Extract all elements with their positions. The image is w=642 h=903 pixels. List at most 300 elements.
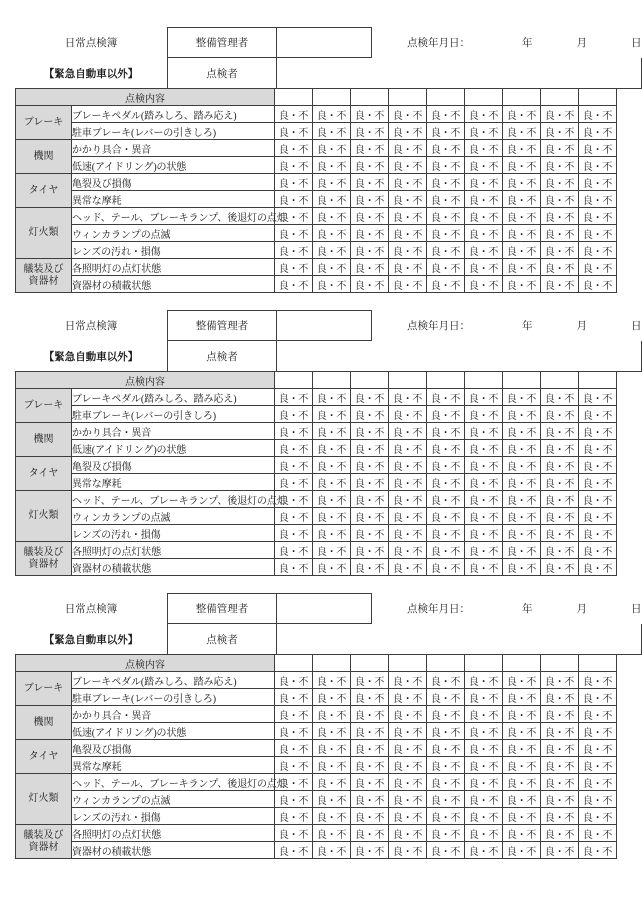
check-cell[interactable]: 良・不 <box>313 825 351 842</box>
check-cell[interactable]: 良・不 <box>427 723 465 740</box>
check-cell[interactable]: 良・不 <box>579 757 617 774</box>
check-column-header[interactable] <box>579 372 617 389</box>
check-cell[interactable]: 良・不 <box>389 406 427 423</box>
check-cell[interactable]: 良・不 <box>313 774 351 791</box>
date-day-unit[interactable]: 日 <box>631 38 642 49</box>
check-cell[interactable]: 良・不 <box>313 757 351 774</box>
check-cell[interactable]: 良・不 <box>275 791 313 808</box>
check-cell[interactable]: 良・不 <box>427 174 465 191</box>
check-cell[interactable]: 良・不 <box>503 542 541 559</box>
check-column-header[interactable] <box>313 372 351 389</box>
check-cell[interactable]: 良・不 <box>427 808 465 825</box>
check-cell[interactable]: 良・不 <box>503 842 541 859</box>
check-cell[interactable]: 良・不 <box>579 791 617 808</box>
check-cell[interactable]: 良・不 <box>503 123 541 140</box>
check-column-header[interactable] <box>389 89 427 106</box>
check-cell[interactable]: 良・不 <box>427 276 465 293</box>
check-cell[interactable]: 良・不 <box>579 106 617 123</box>
check-cell[interactable]: 良・不 <box>465 559 503 576</box>
date-year-unit[interactable]: 年 <box>522 604 533 615</box>
check-cell[interactable]: 良・不 <box>275 706 313 723</box>
check-cell[interactable]: 良・不 <box>389 723 427 740</box>
check-cell[interactable]: 良・不 <box>313 440 351 457</box>
check-cell[interactable]: 良・不 <box>541 389 579 406</box>
check-cell[interactable]: 良・不 <box>351 842 389 859</box>
check-cell[interactable]: 良・不 <box>579 208 617 225</box>
check-column-header[interactable] <box>313 655 351 672</box>
check-cell[interactable]: 良・不 <box>351 440 389 457</box>
check-cell[interactable]: 良・不 <box>541 276 579 293</box>
check-column-header[interactable] <box>389 372 427 389</box>
check-cell[interactable]: 良・不 <box>351 123 389 140</box>
check-cell[interactable]: 良・不 <box>427 406 465 423</box>
check-cell[interactable]: 良・不 <box>579 457 617 474</box>
check-cell[interactable]: 良・不 <box>427 525 465 542</box>
check-cell[interactable]: 良・不 <box>427 672 465 689</box>
check-cell[interactable]: 良・不 <box>351 276 389 293</box>
manager-value-field[interactable] <box>277 27 372 58</box>
check-cell[interactable]: 良・不 <box>465 208 503 225</box>
check-cell[interactable]: 良・不 <box>427 508 465 525</box>
check-cell[interactable]: 良・不 <box>351 723 389 740</box>
check-cell[interactable]: 良・不 <box>313 225 351 242</box>
check-cell[interactable]: 良・不 <box>503 740 541 757</box>
check-cell[interactable]: 良・不 <box>275 389 313 406</box>
check-cell[interactable]: 良・不 <box>313 457 351 474</box>
inspector-value-field[interactable] <box>277 341 642 372</box>
check-cell[interactable]: 良・不 <box>275 406 313 423</box>
check-cell[interactable]: 良・不 <box>503 406 541 423</box>
check-cell[interactable]: 良・不 <box>465 757 503 774</box>
check-cell[interactable]: 良・不 <box>313 123 351 140</box>
check-cell[interactable]: 良・不 <box>313 174 351 191</box>
check-cell[interactable]: 良・不 <box>275 825 313 842</box>
check-cell[interactable]: 良・不 <box>427 774 465 791</box>
check-column-header[interactable] <box>275 372 313 389</box>
check-cell[interactable]: 良・不 <box>503 825 541 842</box>
check-cell[interactable]: 良・不 <box>351 689 389 706</box>
check-cell[interactable]: 良・不 <box>389 276 427 293</box>
check-cell[interactable]: 良・不 <box>465 259 503 276</box>
check-cell[interactable]: 良・不 <box>503 808 541 825</box>
check-cell[interactable]: 良・不 <box>389 706 427 723</box>
date-month-unit[interactable]: 月 <box>576 604 587 615</box>
check-cell[interactable]: 良・不 <box>541 689 579 706</box>
check-cell[interactable]: 良・不 <box>275 457 313 474</box>
manager-value-field[interactable] <box>277 310 372 341</box>
date-month-unit[interactable]: 月 <box>576 321 587 332</box>
check-cell[interactable]: 良・不 <box>389 174 427 191</box>
check-cell[interactable]: 良・不 <box>275 491 313 508</box>
check-cell[interactable]: 良・不 <box>389 808 427 825</box>
check-cell[interactable]: 良・不 <box>427 740 465 757</box>
check-cell[interactable]: 良・不 <box>579 508 617 525</box>
check-cell[interactable]: 良・不 <box>541 191 579 208</box>
check-cell[interactable]: 良・不 <box>541 774 579 791</box>
check-column-header[interactable] <box>351 89 389 106</box>
check-cell[interactable]: 良・不 <box>541 242 579 259</box>
check-cell[interactable]: 良・不 <box>351 225 389 242</box>
check-cell[interactable]: 良・不 <box>275 757 313 774</box>
check-cell[interactable]: 良・不 <box>579 440 617 457</box>
check-cell[interactable]: 良・不 <box>351 672 389 689</box>
check-cell[interactable]: 良・不 <box>465 774 503 791</box>
check-cell[interactable]: 良・不 <box>427 706 465 723</box>
check-cell[interactable]: 良・不 <box>541 225 579 242</box>
check-cell[interactable]: 良・不 <box>503 474 541 491</box>
check-cell[interactable]: 良・不 <box>313 208 351 225</box>
check-cell[interactable]: 良・不 <box>579 123 617 140</box>
check-cell[interactable]: 良・不 <box>389 491 427 508</box>
check-column-header[interactable] <box>427 89 465 106</box>
check-cell[interactable]: 良・不 <box>503 140 541 157</box>
check-cell[interactable]: 良・不 <box>313 423 351 440</box>
check-cell[interactable]: 良・不 <box>389 259 427 276</box>
check-cell[interactable]: 良・不 <box>275 242 313 259</box>
check-cell[interactable]: 良・不 <box>389 825 427 842</box>
check-cell[interactable]: 良・不 <box>427 140 465 157</box>
check-cell[interactable]: 良・不 <box>579 140 617 157</box>
check-cell[interactable]: 良・不 <box>313 406 351 423</box>
check-cell[interactable]: 良・不 <box>541 491 579 508</box>
check-cell[interactable]: 良・不 <box>465 723 503 740</box>
check-cell[interactable]: 良・不 <box>579 559 617 576</box>
check-cell[interactable]: 良・不 <box>389 123 427 140</box>
check-cell[interactable]: 良・不 <box>465 440 503 457</box>
check-cell[interactable]: 良・不 <box>389 774 427 791</box>
check-cell[interactable]: 良・不 <box>541 474 579 491</box>
check-cell[interactable]: 良・不 <box>427 791 465 808</box>
check-column-header[interactable] <box>541 655 579 672</box>
check-cell[interactable]: 良・不 <box>465 389 503 406</box>
check-cell[interactable]: 良・不 <box>503 225 541 242</box>
check-cell[interactable]: 良・不 <box>579 825 617 842</box>
check-cell[interactable]: 良・不 <box>579 174 617 191</box>
check-cell[interactable]: 良・不 <box>275 140 313 157</box>
check-cell[interactable]: 良・不 <box>275 559 313 576</box>
check-column-header[interactable] <box>541 372 579 389</box>
check-cell[interactable]: 良・不 <box>541 174 579 191</box>
check-cell[interactable]: 良・不 <box>313 525 351 542</box>
check-cell[interactable]: 良・不 <box>351 740 389 757</box>
check-cell[interactable]: 良・不 <box>427 423 465 440</box>
check-cell[interactable]: 良・不 <box>503 774 541 791</box>
check-cell[interactable]: 良・不 <box>351 389 389 406</box>
check-cell[interactable]: 良・不 <box>389 559 427 576</box>
check-cell[interactable]: 良・不 <box>351 423 389 440</box>
check-cell[interactable]: 良・不 <box>389 389 427 406</box>
check-cell[interactable]: 良・不 <box>503 723 541 740</box>
check-cell[interactable]: 良・不 <box>313 672 351 689</box>
check-cell[interactable]: 良・不 <box>503 457 541 474</box>
check-cell[interactable]: 良・不 <box>541 508 579 525</box>
check-cell[interactable]: 良・不 <box>275 723 313 740</box>
check-cell[interactable]: 良・不 <box>503 791 541 808</box>
check-cell[interactable]: 良・不 <box>465 672 503 689</box>
check-cell[interactable]: 良・不 <box>579 525 617 542</box>
check-cell[interactable]: 良・不 <box>389 757 427 774</box>
inspector-value-field[interactable] <box>277 624 642 655</box>
check-cell[interactable]: 良・不 <box>351 757 389 774</box>
check-cell[interactable]: 良・不 <box>579 689 617 706</box>
check-cell[interactable]: 良・不 <box>579 389 617 406</box>
check-cell[interactable]: 良・不 <box>351 174 389 191</box>
check-cell[interactable]: 良・不 <box>389 423 427 440</box>
check-cell[interactable]: 良・不 <box>313 474 351 491</box>
check-cell[interactable]: 良・不 <box>503 525 541 542</box>
check-cell[interactable]: 良・不 <box>427 559 465 576</box>
check-cell[interactable]: 良・不 <box>541 825 579 842</box>
check-cell[interactable]: 良・不 <box>541 672 579 689</box>
check-cell[interactable]: 良・不 <box>389 457 427 474</box>
check-cell[interactable]: 良・不 <box>579 276 617 293</box>
check-cell[interactable]: 良・不 <box>541 842 579 859</box>
check-cell[interactable]: 良・不 <box>465 740 503 757</box>
check-cell[interactable]: 良・不 <box>579 808 617 825</box>
check-cell[interactable]: 良・不 <box>427 157 465 174</box>
check-cell[interactable]: 良・不 <box>389 208 427 225</box>
check-cell[interactable]: 良・不 <box>579 406 617 423</box>
check-cell[interactable]: 良・不 <box>275 440 313 457</box>
date-year-unit[interactable]: 年 <box>522 38 533 49</box>
check-cell[interactable]: 良・不 <box>313 389 351 406</box>
check-cell[interactable]: 良・不 <box>541 259 579 276</box>
check-cell[interactable]: 良・不 <box>541 525 579 542</box>
check-cell[interactable]: 良・不 <box>275 225 313 242</box>
check-cell[interactable]: 良・不 <box>275 106 313 123</box>
check-cell[interactable]: 良・不 <box>503 242 541 259</box>
check-cell[interactable]: 良・不 <box>579 259 617 276</box>
check-cell[interactable]: 良・不 <box>351 474 389 491</box>
check-cell[interactable]: 良・不 <box>351 140 389 157</box>
check-cell[interactable]: 良・不 <box>465 140 503 157</box>
check-cell[interactable]: 良・不 <box>465 106 503 123</box>
check-cell[interactable]: 良・不 <box>465 191 503 208</box>
check-cell[interactable]: 良・不 <box>389 140 427 157</box>
check-column-header[interactable] <box>465 372 503 389</box>
check-cell[interactable]: 良・不 <box>465 525 503 542</box>
check-cell[interactable]: 良・不 <box>541 757 579 774</box>
check-cell[interactable]: 良・不 <box>275 689 313 706</box>
check-column-header[interactable] <box>275 655 313 672</box>
check-cell[interactable]: 良・不 <box>351 791 389 808</box>
check-column-header[interactable] <box>427 372 465 389</box>
check-column-header[interactable] <box>313 89 351 106</box>
check-cell[interactable]: 良・不 <box>275 808 313 825</box>
check-cell[interactable]: 良・不 <box>313 276 351 293</box>
check-cell[interactable]: 良・不 <box>579 706 617 723</box>
check-cell[interactable]: 良・不 <box>579 474 617 491</box>
check-cell[interactable]: 良・不 <box>351 825 389 842</box>
check-cell[interactable]: 良・不 <box>313 791 351 808</box>
check-cell[interactable]: 良・不 <box>503 491 541 508</box>
check-column-header[interactable] <box>351 372 389 389</box>
check-cell[interactable]: 良・不 <box>541 440 579 457</box>
check-cell[interactable]: 良・不 <box>503 174 541 191</box>
check-cell[interactable]: 良・不 <box>541 123 579 140</box>
check-cell[interactable]: 良・不 <box>503 706 541 723</box>
check-cell[interactable]: 良・不 <box>541 808 579 825</box>
check-cell[interactable]: 良・不 <box>579 157 617 174</box>
check-cell[interactable]: 良・不 <box>275 672 313 689</box>
check-cell[interactable]: 良・不 <box>427 842 465 859</box>
check-column-header[interactable] <box>351 655 389 672</box>
check-cell[interactable]: 良・不 <box>351 808 389 825</box>
check-cell[interactable]: 良・不 <box>389 740 427 757</box>
check-cell[interactable]: 良・不 <box>351 542 389 559</box>
check-column-header[interactable] <box>465 89 503 106</box>
date-year-unit[interactable]: 年 <box>522 321 533 332</box>
check-cell[interactable]: 良・不 <box>275 774 313 791</box>
check-column-header[interactable] <box>503 655 541 672</box>
check-cell[interactable]: 良・不 <box>541 406 579 423</box>
check-cell[interactable]: 良・不 <box>465 225 503 242</box>
check-cell[interactable]: 良・不 <box>351 491 389 508</box>
check-cell[interactable]: 良・不 <box>389 157 427 174</box>
check-cell[interactable]: 良・不 <box>427 259 465 276</box>
check-cell[interactable]: 良・不 <box>579 191 617 208</box>
check-cell[interactable]: 良・不 <box>541 542 579 559</box>
date-day-unit[interactable]: 日 <box>631 604 642 615</box>
check-cell[interactable]: 良・不 <box>503 191 541 208</box>
check-cell[interactable]: 良・不 <box>389 525 427 542</box>
check-cell[interactable]: 良・不 <box>313 140 351 157</box>
check-cell[interactable]: 良・不 <box>275 276 313 293</box>
check-column-header[interactable] <box>541 89 579 106</box>
check-column-header[interactable] <box>389 655 427 672</box>
check-cell[interactable]: 良・不 <box>313 723 351 740</box>
check-cell[interactable]: 良・不 <box>541 740 579 757</box>
check-cell[interactable]: 良・不 <box>579 842 617 859</box>
check-cell[interactable]: 良・不 <box>541 423 579 440</box>
check-cell[interactable]: 良・不 <box>313 259 351 276</box>
check-cell[interactable]: 良・不 <box>503 208 541 225</box>
check-cell[interactable]: 良・不 <box>389 689 427 706</box>
check-cell[interactable]: 良・不 <box>465 157 503 174</box>
check-cell[interactable]: 良・不 <box>389 791 427 808</box>
check-cell[interactable]: 良・不 <box>313 491 351 508</box>
check-cell[interactable]: 良・不 <box>275 208 313 225</box>
check-cell[interactable]: 良・不 <box>313 706 351 723</box>
check-cell[interactable]: 良・不 <box>313 157 351 174</box>
check-cell[interactable]: 良・不 <box>389 191 427 208</box>
check-cell[interactable]: 良・不 <box>503 276 541 293</box>
check-cell[interactable]: 良・不 <box>465 423 503 440</box>
check-cell[interactable]: 良・不 <box>465 491 503 508</box>
check-cell[interactable]: 良・不 <box>275 174 313 191</box>
check-cell[interactable]: 良・不 <box>351 191 389 208</box>
check-cell[interactable]: 良・不 <box>427 389 465 406</box>
check-cell[interactable]: 良・不 <box>427 457 465 474</box>
check-cell[interactable]: 良・不 <box>351 457 389 474</box>
check-cell[interactable]: 良・不 <box>313 559 351 576</box>
check-cell[interactable]: 良・不 <box>389 242 427 259</box>
check-cell[interactable]: 良・不 <box>427 208 465 225</box>
check-cell[interactable]: 良・不 <box>389 842 427 859</box>
check-cell[interactable]: 良・不 <box>465 508 503 525</box>
check-cell[interactable]: 良・不 <box>351 157 389 174</box>
check-cell[interactable]: 良・不 <box>427 491 465 508</box>
check-cell[interactable]: 良・不 <box>465 406 503 423</box>
check-cell[interactable]: 良・不 <box>503 259 541 276</box>
check-cell[interactable]: 良・不 <box>541 106 579 123</box>
check-cell[interactable]: 良・不 <box>427 440 465 457</box>
check-cell[interactable]: 良・不 <box>275 191 313 208</box>
check-cell[interactable]: 良・不 <box>465 689 503 706</box>
check-cell[interactable]: 良・不 <box>275 474 313 491</box>
check-cell[interactable]: 良・不 <box>351 774 389 791</box>
check-cell[interactable]: 良・不 <box>351 242 389 259</box>
check-cell[interactable]: 良・不 <box>427 225 465 242</box>
check-cell[interactable]: 良・不 <box>275 508 313 525</box>
check-column-header[interactable] <box>503 372 541 389</box>
check-cell[interactable]: 良・不 <box>313 689 351 706</box>
check-cell[interactable]: 良・不 <box>503 559 541 576</box>
check-cell[interactable]: 良・不 <box>465 842 503 859</box>
check-cell[interactable]: 良・不 <box>579 672 617 689</box>
check-cell[interactable]: 良・不 <box>427 242 465 259</box>
check-cell[interactable]: 良・不 <box>427 191 465 208</box>
check-cell[interactable]: 良・不 <box>579 242 617 259</box>
check-column-header[interactable] <box>275 89 313 106</box>
check-cell[interactable]: 良・不 <box>465 808 503 825</box>
date-day-unit[interactable]: 日 <box>631 321 642 332</box>
check-cell[interactable]: 良・不 <box>503 672 541 689</box>
check-cell[interactable]: 良・不 <box>275 123 313 140</box>
check-cell[interactable]: 良・不 <box>503 440 541 457</box>
check-cell[interactable]: 良・不 <box>351 559 389 576</box>
check-cell[interactable]: 良・不 <box>541 457 579 474</box>
check-cell[interactable]: 良・不 <box>427 757 465 774</box>
check-cell[interactable]: 良・不 <box>313 508 351 525</box>
check-cell[interactable]: 良・不 <box>427 106 465 123</box>
check-column-header[interactable] <box>427 655 465 672</box>
check-column-header[interactable] <box>503 89 541 106</box>
check-cell[interactable]: 良・不 <box>503 423 541 440</box>
check-cell[interactable]: 良・不 <box>541 791 579 808</box>
check-cell[interactable]: 良・不 <box>389 542 427 559</box>
date-month-unit[interactable]: 月 <box>576 38 587 49</box>
check-cell[interactable]: 良・不 <box>427 542 465 559</box>
check-cell[interactable]: 良・不 <box>579 542 617 559</box>
check-cell[interactable]: 良・不 <box>427 123 465 140</box>
check-cell[interactable]: 良・不 <box>503 757 541 774</box>
check-cell[interactable]: 良・不 <box>541 723 579 740</box>
check-cell[interactable]: 良・不 <box>465 791 503 808</box>
check-cell[interactable]: 良・不 <box>351 525 389 542</box>
check-cell[interactable]: 良・不 <box>541 706 579 723</box>
check-cell[interactable]: 良・不 <box>427 474 465 491</box>
check-cell[interactable]: 良・不 <box>503 157 541 174</box>
check-cell[interactable]: 良・不 <box>541 140 579 157</box>
check-cell[interactable]: 良・不 <box>579 740 617 757</box>
check-cell[interactable]: 良・不 <box>389 508 427 525</box>
check-column-header[interactable] <box>579 655 617 672</box>
check-cell[interactable]: 良・不 <box>465 706 503 723</box>
check-cell[interactable]: 良・不 <box>275 740 313 757</box>
check-cell[interactable]: 良・不 <box>465 457 503 474</box>
check-cell[interactable]: 良・不 <box>389 106 427 123</box>
check-cell[interactable]: 良・不 <box>275 842 313 859</box>
check-cell[interactable]: 良・不 <box>465 242 503 259</box>
check-cell[interactable]: 良・不 <box>313 242 351 259</box>
check-cell[interactable]: 良・不 <box>579 225 617 242</box>
check-cell[interactable]: 良・不 <box>275 525 313 542</box>
check-cell[interactable]: 良・不 <box>389 672 427 689</box>
check-cell[interactable]: 良・不 <box>351 208 389 225</box>
check-cell[interactable]: 良・不 <box>389 225 427 242</box>
inspector-value-field[interactable] <box>277 58 642 89</box>
